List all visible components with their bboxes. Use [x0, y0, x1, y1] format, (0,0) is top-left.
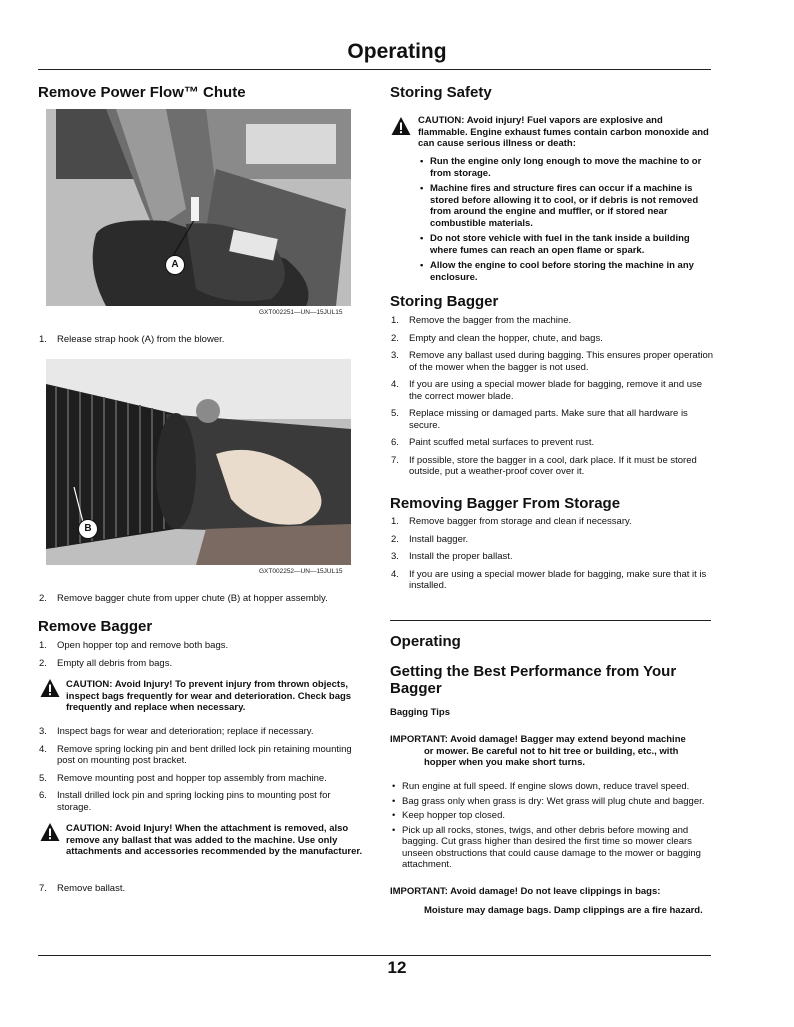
remove-bagger-steps-c — [38, 883, 363, 895]
list-item: • Machine fires and structure fires can occur if a machine is stored before allowing it to cool, or if debris is not removed from around the engine and muffler, or if stored near combustible materials. — [418, 183, 714, 229]
step-number: 4. — [391, 568, 399, 580]
step-number: 3. — [391, 551, 399, 562]
remove-bagger-steps-b — [38, 726, 363, 813]
section-heading-removing-from-storage: Removing Bagger From Storage — [390, 495, 621, 512]
step-number: 3. — [39, 726, 47, 737]
step-number: 5. — [39, 772, 47, 784]
list-item — [390, 551, 715, 563]
list-item: • Run the engine only long enough to move the machine to or from storage. — [418, 156, 714, 179]
section-heading-remove-chute: Remove Power Flow™ Chute — [38, 84, 246, 101]
warning-icon — [40, 678, 60, 698]
bagging-tips-bullets — [390, 781, 715, 871]
subsection-heading-best-performance — [390, 663, 676, 697]
hopper-chute-photo — [46, 359, 351, 565]
storing-bagger-steps — [390, 315, 715, 478]
footer-rule — [38, 955, 711, 956]
page-title: Operating — [347, 40, 447, 63]
list-item — [390, 516, 715, 528]
step-text: Remove bagger chute from upper chute (B) at hopper assembly. — [57, 593, 328, 604]
step-text: Remove mounting post and hopper top assembly from machine. — [57, 772, 327, 784]
list-item — [38, 773, 363, 785]
step-text: If you are using a special mower blade for bagging, make sure that it is installed. — [409, 568, 707, 591]
list-item — [38, 744, 363, 767]
step-number: 2. — [39, 657, 47, 669]
list-item: • Pick up all rocks, stones, twigs, and other debris before mowing and bagging. Cut grass higher than desired the first time so mower clears unseen obstructions that could cause damage to the mower or bagging attachment. — [390, 825, 715, 871]
step-text: If you are using a special mower blade for bagging, remove it and use the correct mower blade. — [409, 379, 703, 402]
callout-b: B — [78, 519, 98, 539]
list-item — [390, 437, 715, 449]
subsection-heading-line: Getting the Best Performance from Your — [390, 663, 677, 680]
bagging-tips-label: Bagging Tips — [390, 707, 450, 718]
step-number: 2. — [391, 533, 399, 545]
callout-a: A — [165, 255, 185, 275]
list-item — [390, 379, 715, 402]
step-number: 4. — [391, 379, 399, 390]
step-text: Install drilled lock pin and spring locking pins to mounting post for storage. — [57, 790, 331, 813]
section-heading-storing-bagger: Storing Bagger — [390, 293, 499, 310]
step-number: 1. — [391, 516, 399, 527]
section-heading-storing-safety: Storing Safety — [390, 84, 492, 101]
section-rule — [390, 620, 711, 621]
list-item — [38, 334, 358, 346]
step-number: 3. — [391, 350, 399, 361]
step-number: 2. — [39, 593, 47, 604]
step-text: Replace missing or damaged parts. Make sure that all hardware is secure. — [409, 408, 688, 431]
list-item — [38, 640, 363, 652]
photo-caption: GXT002252—UN—15JUL15 — [259, 568, 343, 575]
list-item — [38, 883, 363, 895]
photo-caption: GXT002251—UN—15JUL15 — [259, 309, 343, 316]
list-item — [390, 534, 715, 546]
important-rest: or mower. Be careful not to hit tree or building, etc., with hopper when you make short turns. — [424, 745, 679, 768]
caution-text: CAUTION: Avoid Injury! To prevent injury from thrown objects, inspect bags frequently for wear and deterioration. Check bags frequently and replace when necessary. — [66, 679, 352, 713]
list-item: • Bag grass only when grass is dry: Wet grass will plug chute and bagger. — [390, 796, 715, 808]
warning-icon — [40, 822, 60, 842]
list-item — [38, 658, 363, 670]
step-text: Open hopper top and remove both bags. — [57, 640, 229, 651]
list-item — [38, 593, 368, 605]
caution-text: CAUTION: Avoid injury! Fuel vapors are explosive and flammable. Engine exhaust fumes contain carbon monoxide and can cause serious illness or death: — [418, 115, 709, 149]
step-text: Remove ballast. — [57, 883, 126, 894]
step-text: Empty all debris from bags. — [57, 657, 173, 669]
title-rule — [38, 69, 711, 70]
step-number: 1. — [39, 640, 47, 651]
list-item — [390, 315, 715, 327]
step-number: 6. — [39, 790, 47, 801]
step-text: Release strap hook (A) from the blower. — [57, 334, 225, 345]
chute-steps-1 — [38, 334, 358, 346]
important-lead: IMPORTANT: Avoid damage! Bagger may extend beyond machine — [390, 734, 686, 745]
chute-steps-2 — [38, 593, 368, 605]
list-item: • Run engine at full speed. If engine slows down, reduce travel speed. — [390, 781, 715, 793]
step-text: Remove any ballast used during bagging. This ensures proper operation of the mower when the bagger is not used. — [409, 350, 714, 373]
step-number: 7. — [39, 883, 47, 894]
list-item: • Keep hopper top closed. — [390, 810, 715, 822]
list-item — [38, 790, 363, 813]
step-text: Install bagger. — [409, 533, 469, 545]
important-note: Moisture may damage bags. Damp clippings are a fire hazard. — [424, 905, 703, 916]
storing-safety-bullets — [418, 156, 714, 283]
page-number: 12 — [387, 958, 407, 977]
caution-text: CAUTION: Avoid Injury! When the attachment is removed, also remove any ballast that was added to the machine. Use only attachments and accessories recommended by the manufacturer. — [66, 823, 363, 857]
list-item — [390, 455, 715, 478]
step-text: Paint scuffed metal surfaces to prevent rust. — [409, 437, 595, 448]
section-heading-remove-bagger: Remove Bagger — [38, 618, 153, 635]
list-item — [38, 726, 363, 738]
blower-photo-illustration — [46, 109, 351, 306]
list-item — [390, 350, 715, 373]
step-text: Install the proper ballast. — [409, 551, 513, 562]
remove-bagger-steps-a — [38, 640, 363, 669]
important-notice-2: IMPORTANT: Avoid damage! Do not leave clippings in bags: — [390, 886, 661, 897]
step-number: 2. — [391, 332, 399, 344]
important-notice — [390, 734, 715, 769]
step-text: Inspect bags for wear and deterioration; replace if necessary. — [57, 726, 314, 737]
step-text: Remove spring locking pin and bent drilled lock pin retaining mounting post on mounting post bracket. — [57, 743, 352, 766]
list-item: • Do not store vehicle with fuel in the tank inside a building where fumes can reach an open flame or spark. — [418, 233, 714, 256]
removing-storage-steps — [390, 516, 715, 592]
list-item — [390, 408, 715, 431]
step-number: 4. — [39, 743, 47, 755]
step-number: 7. — [391, 454, 399, 466]
step-text: Empty and clean the hopper, chute, and bags. — [409, 332, 603, 344]
list-item: • Allow the engine to cool before storing the machine in any enclosure. — [418, 260, 714, 283]
blower-photo — [46, 109, 351, 306]
step-number: 1. — [39, 334, 47, 345]
subsection-heading-line: Bagger — [390, 680, 442, 697]
step-text: Remove bagger from storage and clean if necessary. — [409, 516, 632, 527]
section-heading-operating: Operating — [390, 633, 461, 650]
step-number: 6. — [391, 437, 399, 448]
step-number: 5. — [391, 408, 399, 419]
list-item — [390, 333, 715, 345]
list-item — [390, 569, 715, 592]
step-text: Remove the bagger from the machine. — [409, 315, 572, 326]
step-number: 1. — [391, 315, 399, 326]
step-text: If possible, store the bagger in a cool, dark place. If it must be stored outside, put a weather-proof cover over it. — [409, 454, 697, 477]
warning-icon — [391, 116, 411, 136]
